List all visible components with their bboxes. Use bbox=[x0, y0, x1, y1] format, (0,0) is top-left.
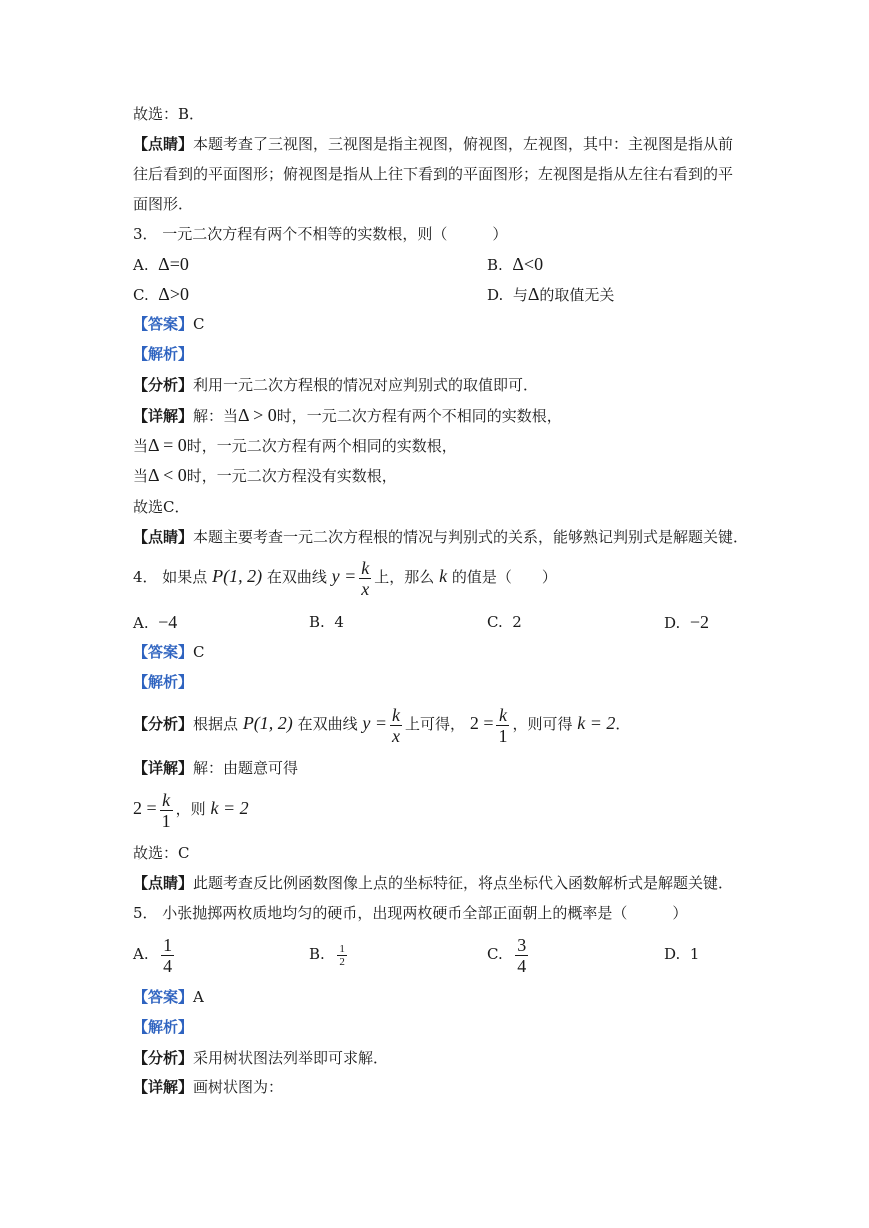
q5-analysis-tag: 【解析】 bbox=[133, 1018, 194, 1036]
q4-option-a: A. −4 bbox=[133, 612, 178, 632]
q3-choose: 故选C． bbox=[133, 498, 190, 516]
q3-option-c: C. Δ>0 bbox=[133, 284, 189, 304]
comment-line-3: 面图形． bbox=[133, 195, 194, 213]
q3-answer: 【答案】C bbox=[133, 315, 205, 333]
q3-detail-3: 当Δ < 0时，一元二次方程没有实数根， bbox=[133, 465, 397, 485]
q5-fenxi: 【分析】采用树状图法列举即可求解． bbox=[133, 1049, 389, 1067]
q3-detail-2: 当Δ = 0时，一元二次方程有两个相同的实数根， bbox=[133, 435, 457, 455]
q3-comment: 【点睛】本题主要考查一元二次方程根的情况与判别式的关系，能够熟记判别式是解题关键． bbox=[133, 528, 749, 546]
q4-option-d: D. −2 bbox=[664, 612, 709, 632]
q4-choose: 故选：C bbox=[133, 844, 190, 862]
comment-text: 本题考查了三视图，三视图是指主视图，俯视图，左视图，其中：主视图是指从前 bbox=[193, 135, 734, 153]
q4-detail: 【详解】解：由题意可得 bbox=[133, 759, 299, 777]
q5-option-a: A. $\frac{1}{4}$ bbox=[133, 934, 173, 976]
q4-option-c: C. 2 bbox=[487, 613, 522, 631]
q5-detail: 【详解】画树状图为： bbox=[133, 1078, 284, 1096]
q3-option-a: A. Δ=0 bbox=[133, 254, 189, 274]
q3-detail-1: 【详解】解：当Δ > 0时，一元二次方程有两个不相同的实数根， bbox=[133, 405, 562, 425]
q5-option-b: B. $\frac{1}{2}$ bbox=[309, 942, 345, 968]
q5-option-d: D. 1 bbox=[664, 945, 700, 963]
q4-analysis-tag: 【解析】 bbox=[133, 673, 194, 691]
q4-comment: 【点睛】此题考查反比例函数图像上点的坐标特征，将点坐标代入函数解析式是解题关键． bbox=[133, 874, 734, 892]
q3-stem: 3． 一元二次方程有两个不相等的实数根，则（ ） bbox=[133, 225, 508, 243]
q4-answer: 【答案】C bbox=[133, 643, 205, 661]
comment-line-2: 往后看到的平面图形；俯视图是指从上往下看到的平面图形；左视图是指从左往右看到的平 bbox=[133, 165, 734, 183]
q4-stem: 4． 如果点 P(1, 2) 在双曲线 y = $\frac{k}{x}$ 上，那么 k 的值是（ ） bbox=[133, 557, 557, 599]
q3-analysis-tag: 【解析】 bbox=[133, 345, 194, 363]
comment-line bbox=[133, 134, 733, 154]
q4-equation: 2 = $\frac{k}{1}$ ，则 k = 2 bbox=[133, 789, 249, 831]
q3-fenxi: 【分析】利用一元二次方程根的情况对应判别式的取值即可． bbox=[133, 376, 539, 394]
q5-answer: 【答案】A bbox=[133, 988, 204, 1006]
q3-option-b: B. Δ<0 bbox=[487, 254, 544, 274]
q5-option-c: C. $\frac{3}{4}$ bbox=[487, 934, 527, 976]
comment-tag: 【点睛】 bbox=[133, 135, 194, 153]
q4-fraction: $\frac{k}{x}$ bbox=[361, 557, 370, 599]
answer-tag: 【答案】 bbox=[133, 315, 194, 333]
q4-fenxi: 【分析】根据点 P(1, 2) 在双曲线 y = $\frac{k}{x}$ 上可得， 2 = $\frac{k}{1}$ ，则可得 k = 2． bbox=[133, 704, 631, 746]
q5-stem: 5． 小张抛掷两枚质地均匀的硬币，出现两枚硬币全部正面朝上的概率是（ ） bbox=[133, 904, 688, 922]
q4-option-b: B. 4 bbox=[309, 613, 344, 631]
choose-b-line: 故选：B． bbox=[133, 105, 205, 123]
q3-option-d: D. 与Δ的取值无关 bbox=[487, 284, 615, 304]
